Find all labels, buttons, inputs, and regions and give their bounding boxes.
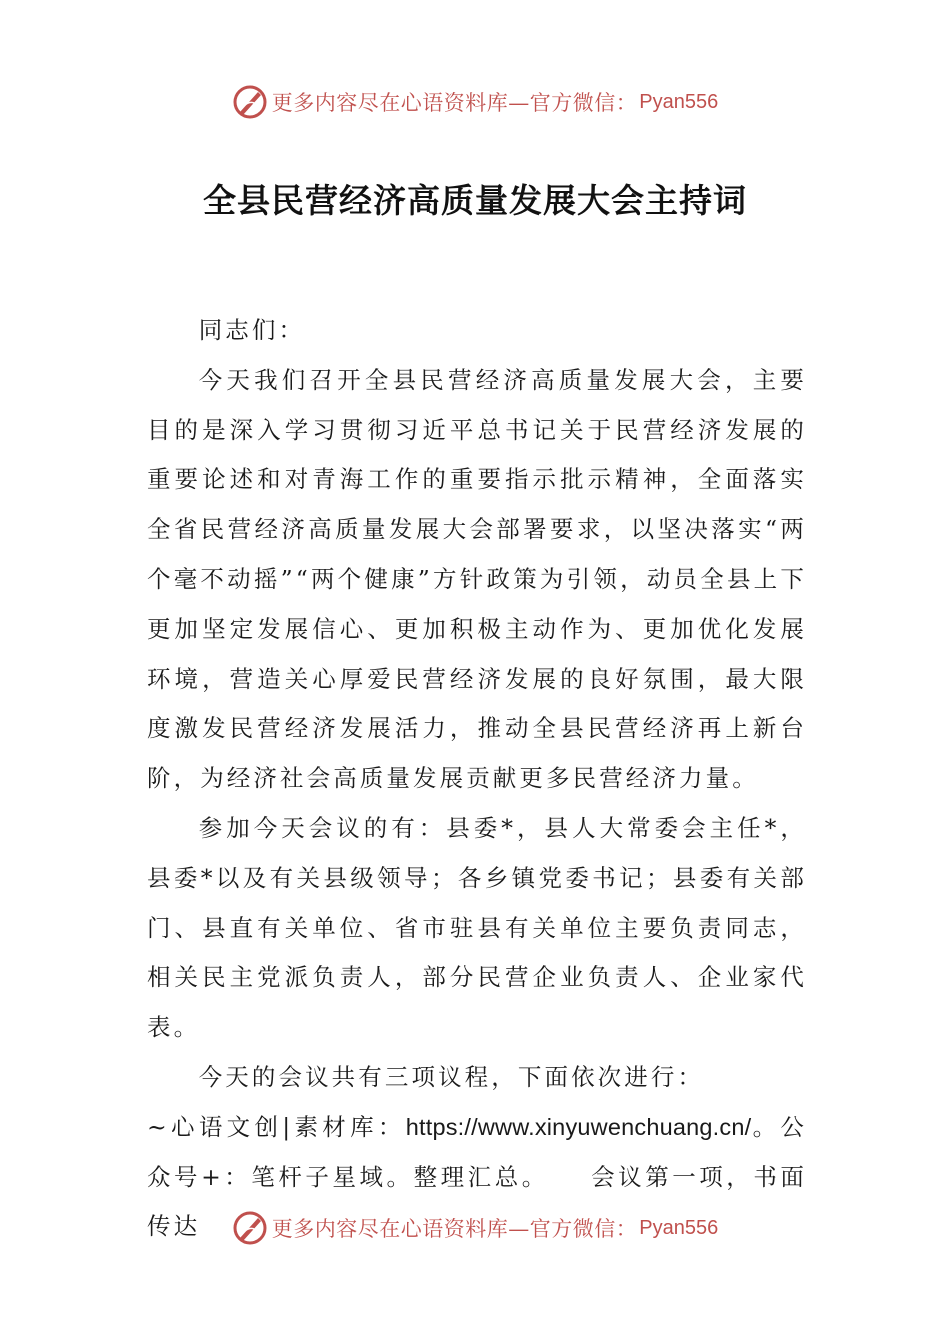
footer-banner-text: 更多内容尽在心语资料库—官方微信：	[271, 1217, 638, 1241]
footer-banner-id: Pyan556	[639, 1216, 719, 1239]
greeting: 同志们：	[198, 316, 306, 344]
header-banner	[0, 82, 950, 122]
footer-banner	[0, 1208, 950, 1248]
source-note-prefix: ~心语文创|素材库：	[147, 1112, 406, 1141]
document-title: 全县民营经济高质量发展大会主持词	[203, 181, 747, 220]
header-banner-text: 更多内容尽在心语资料库—官方微信：	[271, 91, 638, 115]
pen-logo-icon	[232, 84, 268, 120]
header-banner-id: Pyan556	[639, 90, 719, 113]
document-body	[147, 306, 807, 1252]
paragraph-opening: 今天我们召开全县民营经济高质量发展大会，主要目的是深入学习贯彻习近平总书记关于民营经济发展的重要论述和对青海工作的重要指示批示精神，全面落实全省民营经济高质量发展大会部署要求，以坚决落实“两个毫不动摇”“两个健康”方针政策为引领，动员全县上下更加坚定发展信心、更加积极主动作为、更加优化发展环境，营造关心厚爱民营经济发展的良好氛围，最大限度激发民营经济发展活力，推动全县民营经济再上新台阶，为经济社会高质量发展贡献更多民营经济力量。	[147, 365, 807, 793]
paragraph-attendees: 参加今天会议的有：县委*，县人大常委会主任*，县委*以及有关县级领导；各乡镇党委书记；县委有关部门、县直有关单位、省市驻县有关单位主要负责同志，相关民主党派负责人，部分民营企业负责人、企业家代表。	[147, 813, 807, 1042]
pen-logo-icon	[232, 1210, 268, 1246]
paragraph-agenda: 今天的会议共有三项议程，下面依次进行：	[198, 1062, 705, 1091]
source-url-link[interactable]: https://www.xinyuwenchuang.cn/	[405, 1113, 752, 1140]
source-note-suffix: 。公众号+：笔杆子星域。整理汇总。 会议第一项，书面传达	[147, 1112, 807, 1241]
